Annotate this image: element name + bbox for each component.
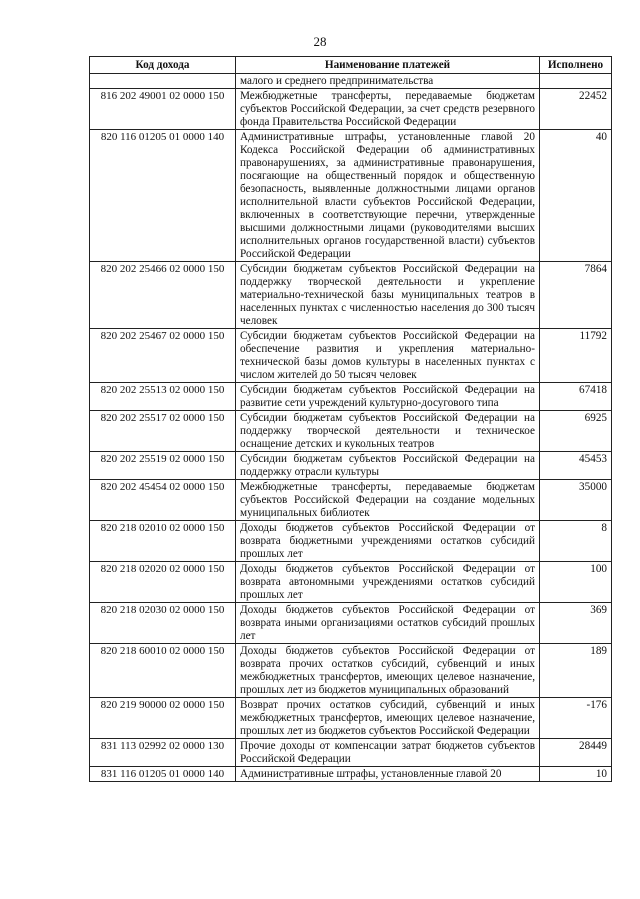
code-cell: 820 218 02020 02 0000 150 bbox=[90, 562, 236, 603]
value-cell: 189 bbox=[540, 644, 612, 698]
table-row bbox=[90, 262, 612, 329]
value-cell: -176 bbox=[540, 698, 612, 739]
table-row bbox=[90, 89, 612, 130]
header-name: Наименование платежей bbox=[236, 57, 540, 74]
table-row bbox=[90, 603, 612, 644]
name-cell: Субсидии бюджетам субъектов Российской Федерации на поддержку отрасли культуры bbox=[236, 452, 540, 480]
name-cell: Доходы бюджетов субъектов Российской Федерации от возврата прочих остатков субсидий, субвенций и иных межбюджетных трансфертов, имеющих целевое назначение, прошлых лет из бюджетов муниципальных образований bbox=[236, 644, 540, 698]
continuation-value-cell bbox=[540, 74, 612, 89]
code-cell: 820 219 90000 02 0000 150 bbox=[90, 698, 236, 739]
table-row bbox=[90, 739, 612, 767]
value-cell: 369 bbox=[540, 603, 612, 644]
header-code: Код дохода bbox=[90, 57, 236, 74]
code-cell: 820 202 25519 02 0000 150 bbox=[90, 452, 236, 480]
value-cell: 45453 bbox=[540, 452, 612, 480]
code-cell: 820 202 25466 02 0000 150 bbox=[90, 262, 236, 329]
name-cell: Доходы бюджетов субъектов Российской Федерации от возврата автономными учреждениями остатков субсидий прошлых лет bbox=[236, 562, 540, 603]
name-cell: Субсидии бюджетам субъектов Российской Федерации на развитие сети учреждений культурно-досугового типа bbox=[236, 383, 540, 411]
table-header-row bbox=[90, 57, 612, 74]
table-row bbox=[90, 411, 612, 452]
name-cell: Доходы бюджетов субъектов Российской Федерации от возврата иными организациями остатков субсидий прошлых лет bbox=[236, 603, 540, 644]
continuation-row bbox=[90, 74, 612, 89]
continuation-code-cell bbox=[90, 74, 236, 89]
code-cell: 831 113 02992 02 0000 130 bbox=[90, 739, 236, 767]
name-cell: Административные штрафы, установленные главой 20 Кодекса Российской Федерации об административных правонарушениях, за административные правонарушения, посягающие на общественный порядок и общественную безопасность, выявленные должностными лицами органов исполнительной власти субъектов Российской Федерации, включенных в соответствующие перечни, утвержденные высшими должностными лицами (руководителями высших исполнительных органов государственной власти) субъектов Российской Федерации bbox=[236, 130, 540, 262]
code-cell: 820 202 25513 02 0000 150 bbox=[90, 383, 236, 411]
continuation-name-cell: малого и среднего предпринимательства bbox=[236, 74, 540, 89]
page-number: 28 bbox=[313, 34, 327, 49]
value-cell: 11792 bbox=[540, 329, 612, 383]
code-cell: 820 218 02010 02 0000 150 bbox=[90, 521, 236, 562]
name-cell: Субсидии бюджетам субъектов Российской Федерации на поддержку творческой деятельности и укрепление материально-технической базы муниципальных театров в населенных пунктах с численностью населения до 300 тысяч человек bbox=[236, 262, 540, 329]
name-cell: Доходы бюджетов субъектов Российской Федерации от возврата бюджетными учреждениями остатков субсидий прошлых лет bbox=[236, 521, 540, 562]
value-cell: 22452 bbox=[540, 89, 612, 130]
code-cell: 816 202 49001 02 0000 150 bbox=[90, 89, 236, 130]
table-row bbox=[90, 698, 612, 739]
value-cell: 6925 bbox=[540, 411, 612, 452]
value-cell: 7864 bbox=[540, 262, 612, 329]
table-row bbox=[90, 130, 612, 262]
table-row bbox=[90, 644, 612, 698]
code-cell: 820 116 01205 01 0000 140 bbox=[90, 130, 236, 262]
name-cell: Субсидии бюджетам субъектов Российской Федерации на поддержку творческой деятельности и техническое оснащение детских и кукольных театров bbox=[236, 411, 540, 452]
value-cell: 100 bbox=[540, 562, 612, 603]
code-cell: 820 202 25467 02 0000 150 bbox=[90, 329, 236, 383]
table-row bbox=[90, 452, 612, 480]
value-cell: 67418 bbox=[540, 383, 612, 411]
name-cell: Субсидии бюджетам субъектов Российской Федерации на обеспечение развития и укрепления материально-технической базы домов культуры в населенных пунктах с числом жителей до 50 тысяч человек bbox=[236, 329, 540, 383]
header-done: Исполнено bbox=[540, 57, 612, 74]
name-cell: Возврат прочих остатков субсидий, субвенций и иных межбюджетных трансфертов, имеющих целевое назначение, прошлых лет из бюджетов субъектов Российской Федерации bbox=[236, 698, 540, 739]
table-row bbox=[90, 562, 612, 603]
code-cell: 820 218 02030 02 0000 150 bbox=[90, 603, 236, 644]
name-cell: Прочие доходы от компенсации затрат бюджетов субъектов Российской Федерации bbox=[236, 739, 540, 767]
value-cell: 10 bbox=[540, 767, 612, 782]
table-row bbox=[90, 329, 612, 383]
revenue-table bbox=[89, 56, 612, 782]
name-cell: Межбюджетные трансферты, передаваемые бюджетам субъектов Российской Федерации, за счет средств резервного фонда Правительства Российской Федерации bbox=[236, 89, 540, 130]
table-row bbox=[90, 521, 612, 562]
name-cell: Межбюджетные трансферты, передаваемые бюджетам субъектов Российской Федерации на создание модельных муниципальных библиотек bbox=[236, 480, 540, 521]
name-cell: Административные штрафы, установленные главой 20 bbox=[236, 767, 540, 782]
value-cell: 28449 bbox=[540, 739, 612, 767]
code-cell: 820 202 25517 02 0000 150 bbox=[90, 411, 236, 452]
code-cell: 820 202 45454 02 0000 150 bbox=[90, 480, 236, 521]
code-cell: 831 116 01205 01 0000 140 bbox=[90, 767, 236, 782]
table-row bbox=[90, 480, 612, 521]
code-cell: 820 218 60010 02 0000 150 bbox=[90, 644, 236, 698]
table-body bbox=[90, 74, 612, 782]
table-row bbox=[90, 383, 612, 411]
table-row bbox=[90, 767, 612, 782]
value-cell: 40 bbox=[540, 130, 612, 262]
value-cell: 8 bbox=[540, 521, 612, 562]
value-cell: 35000 bbox=[540, 480, 612, 521]
